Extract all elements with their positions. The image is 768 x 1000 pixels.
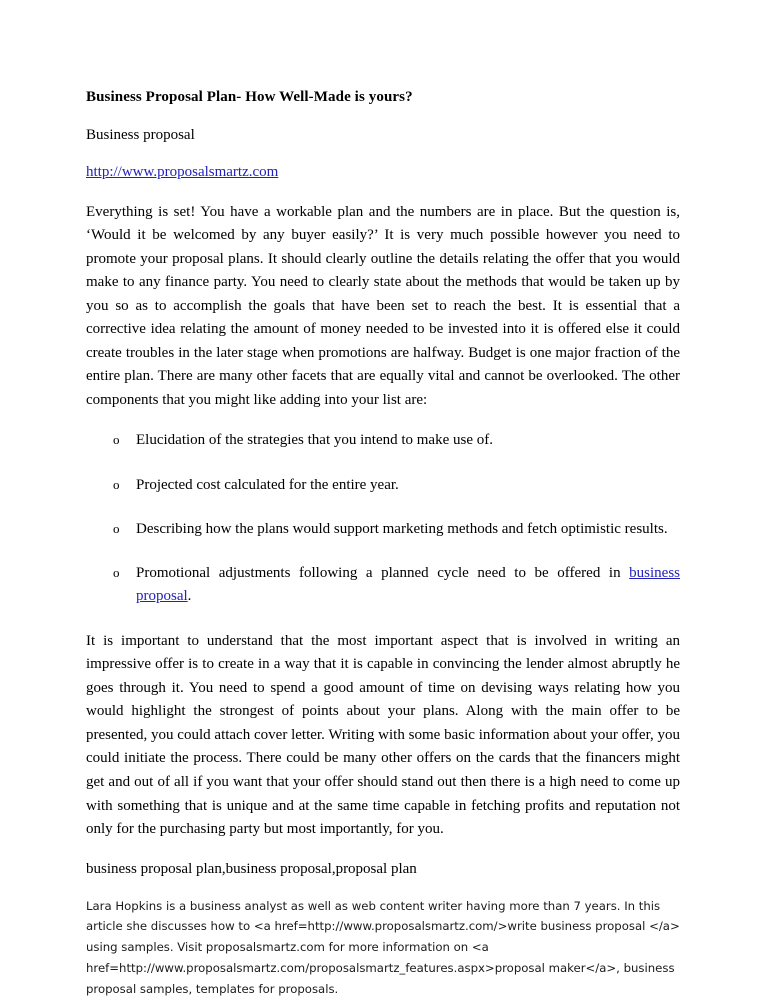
document-subtitle: Business proposal <box>86 126 195 143</box>
list-item <box>86 474 680 497</box>
website-url-line <box>86 163 680 183</box>
list-bullet-icon: o <box>113 476 120 492</box>
list-item-label-suffix: . <box>187 588 192 605</box>
list-item <box>86 429 680 452</box>
paragraph-offer: It is important to understand that the most important aspect that is involved in writing an impressive offer is to create in a way that it is capable in convincing the lender almost abruptly he goes through it. You need to spend a good amount of time on devising ways relating how you would highlight the strongest of points about your plans. Along with the main offer to be presented, you could attach cover letter. Writing with some basic information about your offer, you could initiate the process. There could be many other offers on the cards that the financers might get and out of all if you want that your offer should stand out then there is a high need to come up with something that is unique and at the same time capable in fetching profits and reputation not only for the purchasing party but most importantly, for you. <box>86 632 680 838</box>
paragraph-intro: Everything is set! You have a workable plan and the numbers are in place. But the question is, ‘Would it be welcomed by any buyer easily?’ It is very much possible however you need to promote your proposal plans. It should clearly outline the details relating the offer that you would make to any finance party. You need to clearly state about the methods that would be taken up by you so as to accomplish the goals that have been set to reach the best. It is essential that a corrective idea relating the amount of money needed to be invested into it is offered else it could create troubles in the later stage when promotions are halfway. Budget is one major fraction of the entire plan. There are many other facets that are equally vital and cannot be overlooked. The other components that you might like adding into your list are: <box>86 203 680 408</box>
author-bio: Lara Hopkins is a business analyst as well as web content writer having more than 7 years. In this article she discusses how to <a href=http://www.proposalsmartz.com/>write business proposal </a> using samples. Visit proposalsmartz.com for more information on <a href=http://www.proposalsmartz.com/proposalsmartz_features.aspx>proposal maker</a>, business proposal samples, templates for proposals. <box>86 898 680 996</box>
list-item <box>86 518 680 541</box>
components-list <box>86 429 680 608</box>
keywords-line: business proposal plan,business proposal,proposal plan <box>86 860 417 877</box>
list-item-label: Describing how the plans would support marketing methods and fetch optimistic results. <box>136 520 668 537</box>
list-bullet-icon: o <box>113 432 120 448</box>
business-proposal-link[interactable]: business proposal <box>136 565 680 605</box>
list-item-label-prefix: Promotional adjustments following a planned cycle need to be offered in <box>136 565 630 582</box>
website-url-link[interactable]: http://www.proposalsmartz.com <box>86 164 279 180</box>
list-item <box>86 562 680 609</box>
list-item-label: Elucidation of the strategies that you intend to make use of. <box>136 432 493 449</box>
list-bullet-icon: o <box>113 565 120 581</box>
document-content <box>86 88 680 1000</box>
list-bullet-icon: o <box>113 520 120 536</box>
list-item-label: Projected cost calculated for the entire year. <box>136 476 399 493</box>
page-title: Business Proposal Plan- How Well-Made is yours? <box>86 89 413 105</box>
